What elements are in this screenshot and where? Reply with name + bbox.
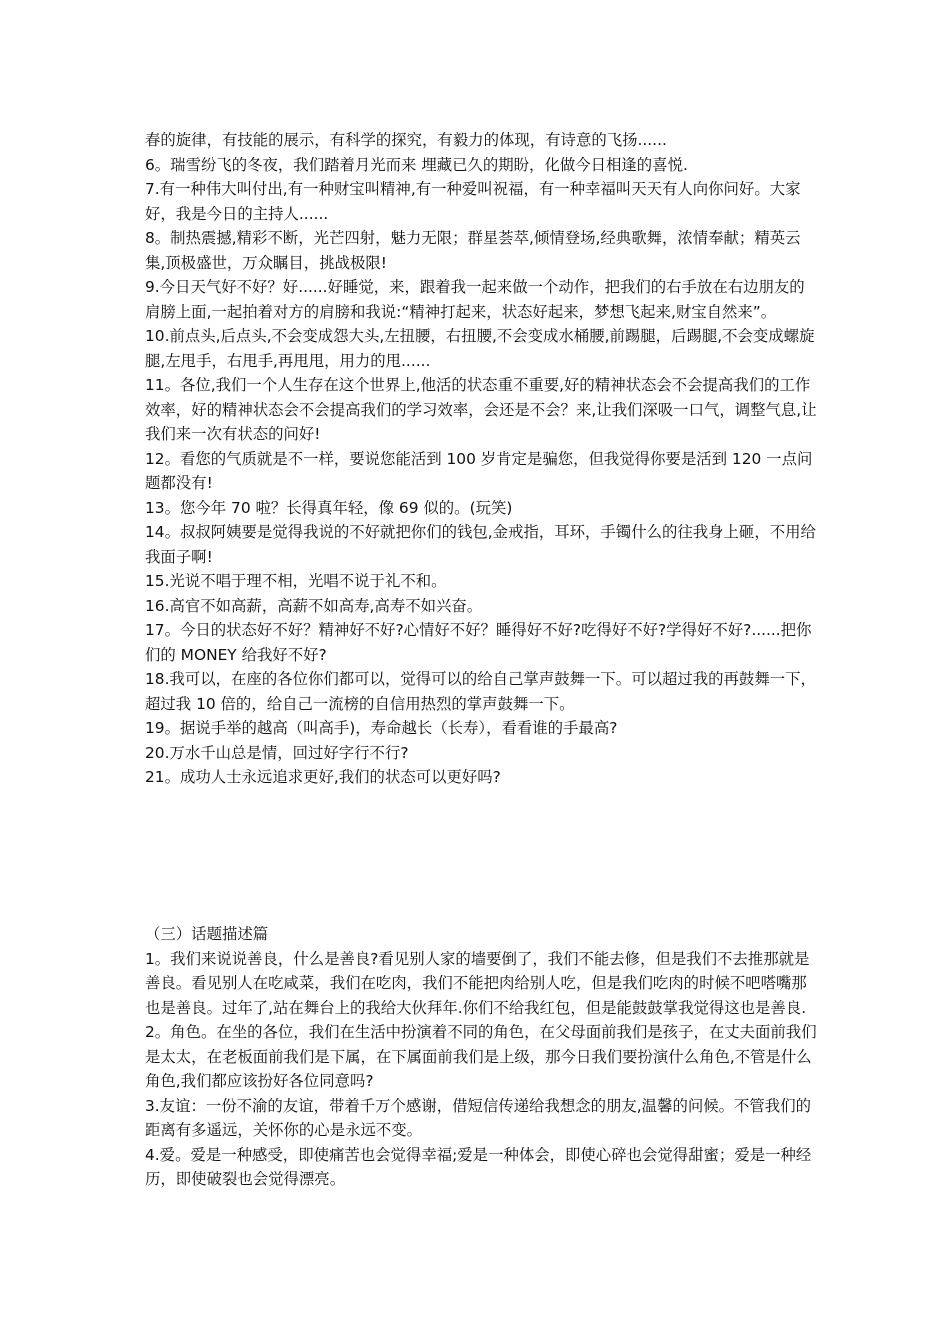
list-item: 13。您今年 70 啦？长得真年轻，像 69 似的。(玩笑) bbox=[145, 498, 513, 517]
list-item: 10.前点头,后点头,不会变成怨大头,左扭腰，右扭腰,不会变成水桶腰,前踢腿，后踢腿,不会变成螺旋腿,左甩手，右甩手,再甩甩，用力的甩...... bbox=[145, 327, 815, 370]
list-item: 7.有一种伟大叫付出,有一种财宝叫精神,有一种爱叫祝福，有一种幸福叫天天有人向你问好。大家好，我是今日的主持人...... bbox=[145, 180, 801, 223]
list-item: 11。各位,我们一个人生存在这个世界上,他活的状态重不重要,好的精神状态会不会提高我们的工作效率，好的精神状态会不会提高我们的学习效率，会还是不会？来,让我们深吸一口气，调整气息,让我们来一次有状态的问好! bbox=[145, 376, 817, 443]
list-item: 6。瑞雪纷飞的冬夜，我们踏着月光而来 埋藏已久的期盼，化做今日相逢的喜悦. bbox=[145, 155, 688, 174]
list-item: 20.万水千山总是情，回过好字行不行? bbox=[145, 743, 409, 762]
topic-section bbox=[145, 922, 820, 1192]
section-heading: （三）话题描述篇 bbox=[145, 925, 269, 943]
list-item: 19。据说手举的越高（叫高手)，寿命越长（长寿），看看谁的手最高? bbox=[145, 719, 618, 737]
list-item: 16.高官不如高薪，高薪不如高寿,高寿不如兴奋。 bbox=[145, 596, 483, 615]
list-item: 18.我可以，在座的各位你们都可以，觉得可以的给自己掌声鼓舞一下。可以超过我的再鼓舞一下，超过我 10 倍的，给自己一流榜的自信用热烈的掌声鼓舞一下。 bbox=[145, 670, 816, 713]
list-item: 15.光说不唱于理不相，光唱不说于礼不和。 bbox=[145, 572, 447, 590]
list-item: 12。看您的气质就是不一样，要说您能活到 100 岁肯定是骗您，但我觉得你要是活到 120 一点问题都没有! bbox=[145, 449, 813, 492]
list-item: 21。成功人士永远追求更好,我们的状态可以更好吗? bbox=[145, 768, 501, 786]
list-item: 春的旋律，有技能的展示，有科学的探究，有毅力的体现，有诗意的飞扬...... bbox=[145, 131, 667, 149]
list-item: 9.今日天气好不好？好......好睡觉，来，跟着我一起来做一个动作，把我们的右手放在右边朋友的肩膀上面,一起拍着对方的肩膀和我说:“精神打起来，状态好起来，梦想飞起来,财宝自然来”。 bbox=[145, 278, 805, 321]
list-item: 14。叔叔阿姨要是觉得我说的不好就把你们的钱包,金戒指，耳环，手镯什么的往我身上砸，不用给我面子啊! bbox=[145, 523, 816, 566]
list-item: 17。今日的状态好不好？精神好不好?心情好不好？睡得好不好?吃得好不好?学得好不好?......把你们的 MONEY 给我好不好? bbox=[145, 621, 812, 664]
phrase-list bbox=[145, 128, 820, 790]
list-item: 1。我们来说说善良，什么是善良?看见别人家的墙要倒了，我们不能去修，但是我们不去推那就是善良。看见别人在吃咸菜，我们在吃肉，我们不能把肉给别人吃，但是我们吃肉的时候不吧嗒嘴那也是善良。过年了,站在舞台上的我给大伙拜年.你们不给我红包，但是能鼓鼓掌我觉得这也是善良. bbox=[145, 949, 810, 1017]
list-item: 3.友谊：一份不渝的友谊，带着千万个感谢，借短信传递给我想念的朋友,温馨的问候。不管我们的距离有多遥远，关怀你的心是永远不变。 bbox=[145, 1096, 811, 1139]
list-item: 8。制热震撼,精彩不断，光芒四射，魅力无限；群星荟萃,倾情登场,经典歌舞，浓情奉献；精英云集,顶极盛世，万众瞩目，挑战极限! bbox=[145, 229, 801, 272]
list-item: 2。角色。在坐的各位，我们在生活中扮演着不同的角色，在父母面前我们是孩子，在丈夫面前我们是太太，在老板面前我们是下属，在下属面前我们是上级，那今日我们要扮演什么角色,不管是什么角色,我们都应该扮好各位同意吗? bbox=[145, 1023, 817, 1090]
list-item: 4.爱。爱是一种感受，即使痛苦也会觉得幸福;爱是一种体会，即使心碎也会觉得甜蜜；爱是一种经历，即使破裂也会觉得漂亮。 bbox=[145, 1145, 812, 1188]
